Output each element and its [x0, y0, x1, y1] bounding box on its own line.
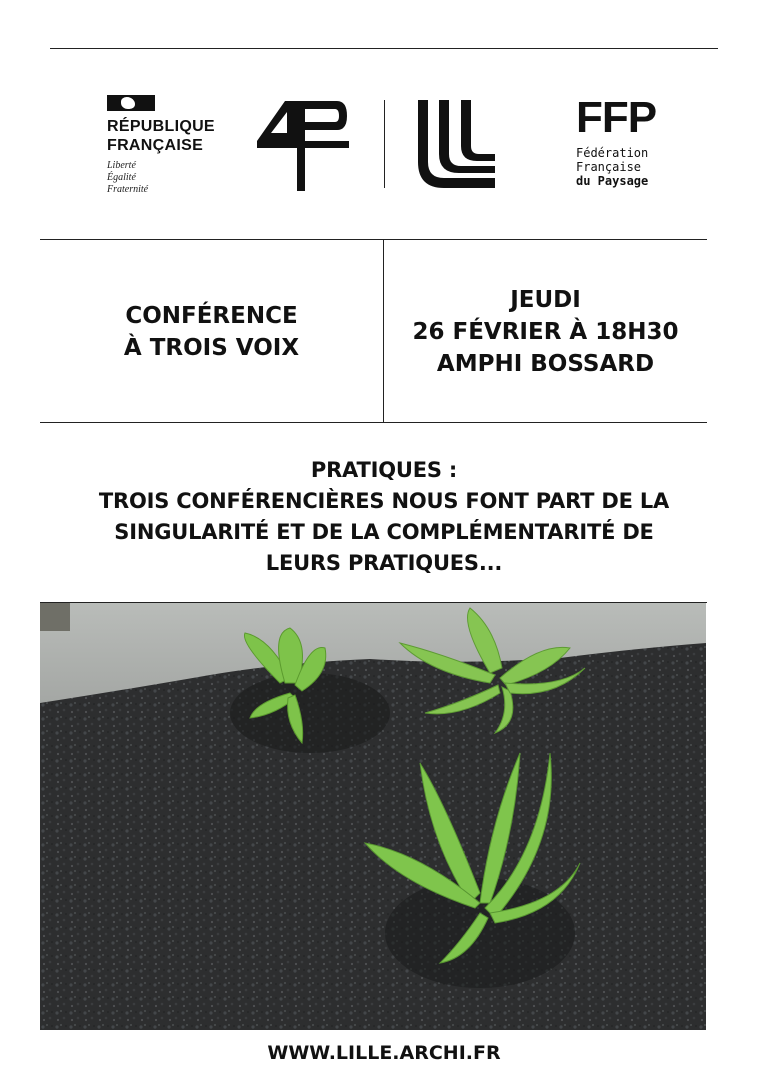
lille-school-logo	[415, 100, 500, 190]
ffp-name-line3: du Paysage	[576, 174, 649, 188]
event-venue: AMPHI BOSSARD	[436, 350, 655, 377]
website-link[interactable]: WWW.LILLE.ARCHI.FR	[267, 1042, 501, 1064]
partner-logos	[0, 0, 768, 240]
ffp-name	[576, 146, 656, 188]
photo-plants-in-asphalt	[40, 603, 706, 1030]
headline-line2: TROIS CONFÉRENCIÈRES NOUS FONT PART DE LA	[98, 489, 670, 513]
marianne-icon	[107, 95, 155, 111]
event-when-where	[385, 241, 706, 422]
event-date-time: 26 FÉVRIER À 18H30	[412, 318, 679, 345]
ffp-logo	[576, 93, 657, 188]
event-type-line2: À TROIS VOIX	[123, 334, 300, 361]
ffp-mark: FFP	[576, 93, 657, 142]
republique-title-line1: RÉPUBLIQUE	[107, 118, 215, 135]
headline-line1: PRATIQUES :	[310, 458, 458, 482]
ap-logo	[255, 98, 350, 192]
republique-francaise-logo	[107, 95, 237, 196]
event-type	[40, 241, 383, 422]
info-vertical-divider	[383, 240, 384, 422]
logo-separator	[384, 100, 385, 188]
ffp-name-line2: Française	[576, 160, 642, 174]
event-type-line1: CONFÉRENCE	[125, 302, 298, 329]
info-bottom-divider	[40, 422, 707, 423]
headline-line4: LEURS PRATIQUES...	[265, 551, 503, 575]
motto-egalite: Égalité	[107, 172, 136, 183]
republique-motto	[107, 160, 237, 196]
headline-line3: SINGULARITÉ ET DE LA COMPLÉMENTARITÉ DE	[114, 520, 654, 544]
motto-liberte: Liberté	[107, 160, 136, 171]
ffp-name-line1: Fédération	[576, 146, 649, 160]
republique-title-line2: FRANÇAISE	[107, 137, 204, 154]
motto-fraternite: Fraternité	[107, 184, 149, 195]
headline	[30, 455, 738, 579]
event-day: JEUDI	[510, 286, 581, 313]
photo-illustration	[40, 603, 706, 1030]
